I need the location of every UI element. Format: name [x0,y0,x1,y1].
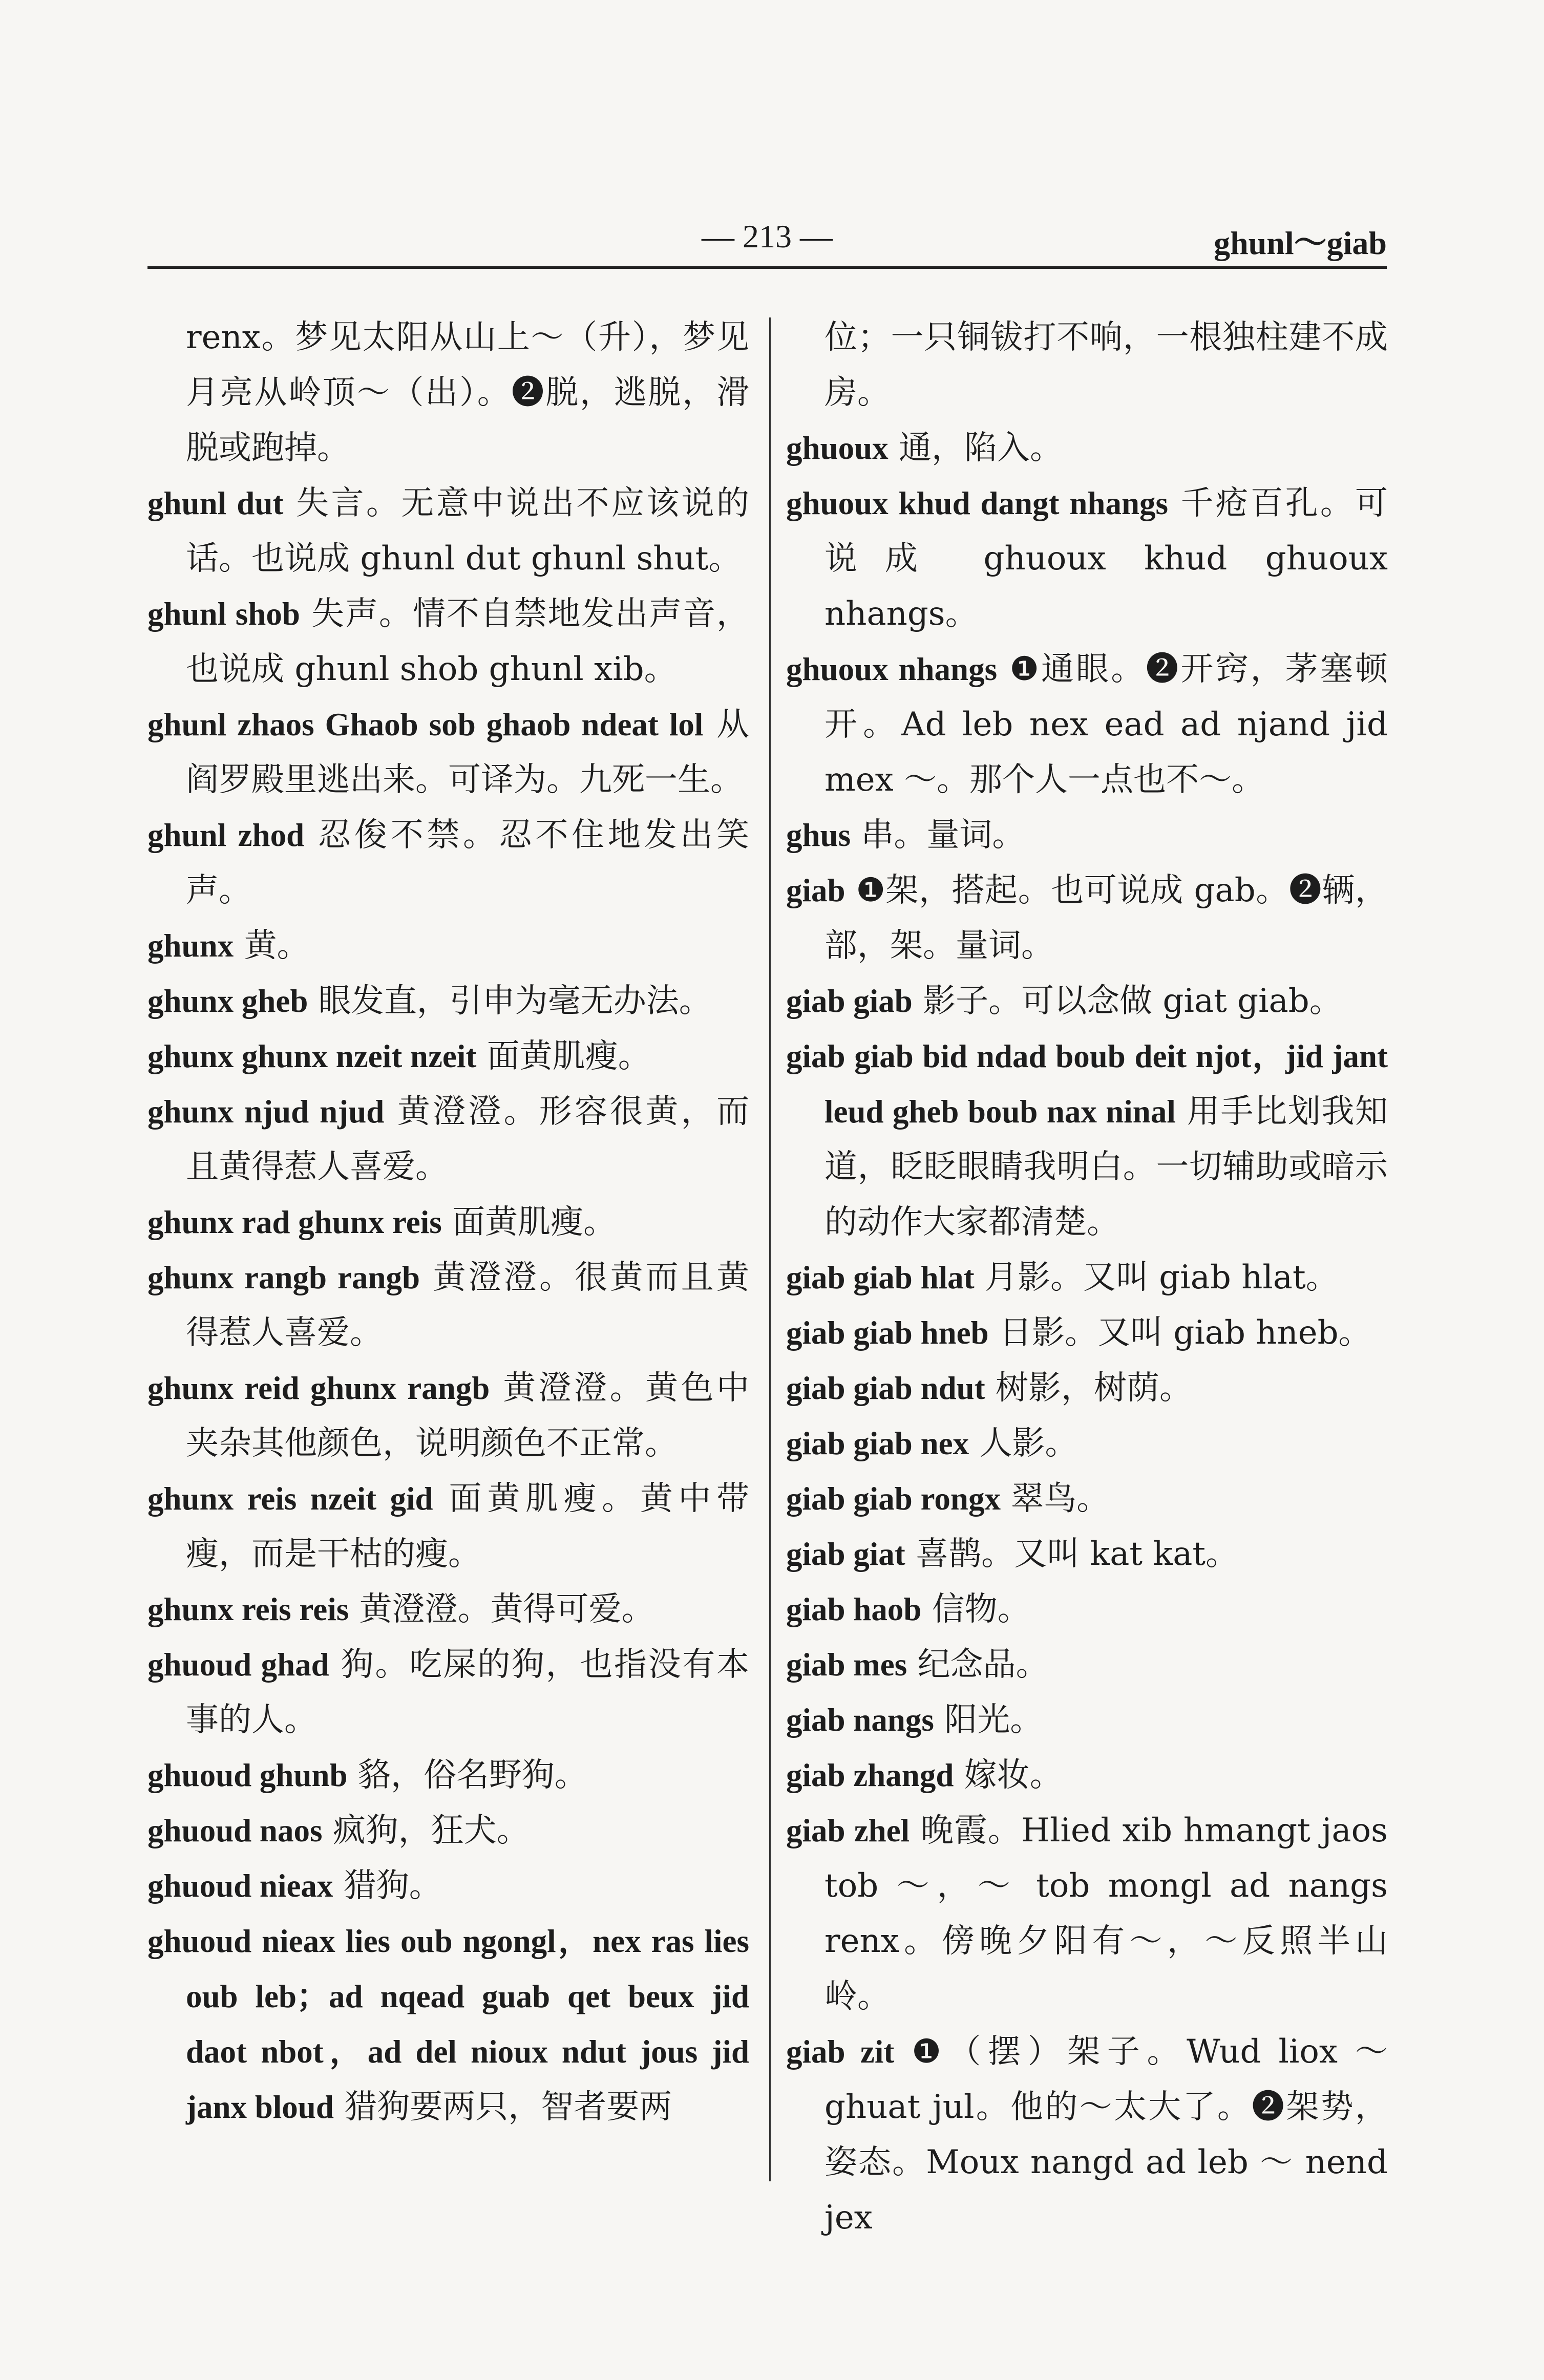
headword: ghuoud naos [147,1813,323,1848]
definition: 貉，俗名野狗。 [347,1756,587,1794]
definition: 面黄肌瘦。 [476,1037,651,1075]
headword: ghuoux khud dangt nhangs [786,485,1169,521]
headword: ghuoud ghunb [147,1757,348,1793]
dictionary-entry [147,1858,749,1914]
headword: ghunx reid ghunx rangb [147,1370,490,1406]
definition: 黄。 [234,927,310,965]
dictionary-entry [147,973,749,1029]
headword: giab zit [786,2034,895,2070]
dictionary-entry [786,1526,1388,1582]
definition: 猎狗要两只，智者要两 [333,2088,672,2126]
dictionary-entry [147,1084,749,1195]
definition: 位；一只铜钹打不响，一根独柱建不成房。 [824,318,1388,412]
dictionary-entry [147,476,749,586]
definition: 人影。 [969,1425,1078,1462]
header-rule [147,266,1387,269]
headword: giab giab nex [786,1426,969,1461]
dictionary-entry [786,1748,1388,1803]
dictionary-entry [147,697,749,808]
dictionary-entry [147,586,749,697]
dictionary-entry [786,1582,1388,1637]
headword: ghunx rad ghunx reis [147,1204,442,1240]
definition: 纪念品。 [907,1646,1049,1684]
headword: giab giab hlat [786,1260,975,1295]
headword: giab zhangd [786,1757,954,1793]
definition: 通，陷入。 [888,429,1063,467]
definition: 面黄肌瘦。 [441,1203,617,1241]
headword: giab giab rongx [786,1481,1001,1517]
headword: ghunl dut [147,485,284,521]
definition: 影子。可以念做 giat giab。 [912,982,1342,1020]
dictionary-entry [147,918,749,973]
definition: 疯狗，狂犬。 [322,1812,530,1850]
headword: giab zhel [786,1813,910,1848]
definition: 千疮百孔。可说成 ghuoux khud ghuoux nhangs。 [824,484,1388,633]
dictionary-entry [786,476,1388,642]
dictionary-entry [786,863,1388,973]
headword: ghunx ghunx nzeit nzeit [147,1038,477,1074]
dictionary-entry [147,808,749,918]
definition: 面黄肌瘦。黄中带瘦，而是干枯的瘦。 [186,1480,750,1573]
dictionary-entry [786,310,1388,420]
dictionary-entry [786,808,1388,863]
definition: 用手比划我知道，眨眨眼睛我明白。一切辅助或暗示的动作大家都清楚。 [824,1093,1388,1241]
headword: ghunl zhod [147,817,305,853]
definition: 日影。又叫 giab hneb。 [988,1314,1371,1352]
headword: giab giab [786,983,913,1019]
definition: 晚霞。Hlied xib hmangt jaos tob ～，～ tob mongl ad nangs renx。傍晚夕阳有～，～反照半山岭。 [824,1812,1388,2015]
headword: giab mes [786,1647,907,1683]
headword: giab giab hneb [786,1315,989,1351]
definition: 狗。吃屎的狗，也指没有本事的人。 [186,1646,750,1739]
definition: renx。梦见太阳从山上～（升），梦见月亮从岭顶～（出）。❷脱，逃脱，滑脱或跑掉。 [186,318,749,467]
headword: ghunx reis reis [147,1591,349,1627]
definition: 失言。无意中说出不应该说的话。也说成 ghunl dut ghunl shut。 [186,484,750,578]
dictionary-entry [147,310,749,476]
headword: giab giab ndut [786,1370,985,1406]
dictionary-entry [786,1637,1388,1692]
dictionary-entry [786,420,1388,476]
headword: ghuoud ghad [147,1647,329,1683]
definition: 树影，树荫。 [985,1369,1193,1407]
definition: 黄澄澄。黄得可爱。 [349,1590,654,1628]
headword: ghunl shob [147,596,300,632]
definition: ❶（摆）架子。Wud liox ～ ghuat jul。他的～太大了。❷架势，姿态。Moux nangd ad leb ～ nend jex [824,2033,1388,2237]
headword: giab haob [786,1591,922,1627]
dictionary-entry [786,2024,1388,2245]
headword: giab [786,873,845,908]
definition: 猎狗。 [333,1867,442,1905]
headword: ghunl zhaos Ghaob sob ghaob ndeat lol [147,707,704,742]
headword: ghunx rangb rangb [147,1260,420,1295]
headword: ghus [786,817,851,853]
headword: giab giat [786,1536,905,1572]
dictionary-entry [147,1748,749,1803]
definition: 黄澄澄。很黄而且黄得惹人喜爱。 [186,1259,749,1352]
dictionary-entry [147,1471,749,1582]
dictionary-entry [786,973,1388,1029]
left-column [147,310,749,2135]
dictionary-entry [147,1029,749,1084]
definition: 从阎罗殿里逃出来。可译为。九死一生。 [186,706,750,799]
headword: giab nangs [786,1702,934,1738]
dictionary-entry [786,1416,1388,1471]
headword: ghuoud nieax lies oub ngongl，nex ras lies oub leb；ad nqead guab qet beux jid daot nbot，ad del nioux ndut jous jid janx bloud [147,1923,749,2125]
headword: ghunx [147,928,234,964]
definition: 眼发直，引申为毫无办法。 [308,982,712,1020]
definition: 黄澄澄。形容很黄，而且黄得惹人喜爱。 [186,1093,749,1186]
dictionary-entry [147,1195,749,1250]
dictionary-entry [147,1582,749,1637]
definition: 翠鸟。 [1000,1480,1110,1518]
definition: 阳光。 [934,1701,1043,1739]
dictionary-entry [147,1250,749,1361]
page-header [147,207,1387,264]
dictionary-entry [786,1803,1388,2024]
column-divider [769,317,771,2181]
definition: 串。量词。 [851,816,1025,854]
definition: 月影。又叫 giab hlat。 [974,1259,1339,1297]
definition: 信物。 [921,1590,1030,1628]
headword: ghuoud nieax [147,1868,333,1904]
running-head: ghunl～giab [1214,225,1387,261]
headword: giab giab bid ndad boub deit njot，jid jant leud gheb boub nax ninal [786,1038,1388,1130]
headword: ghunx gheb [147,983,308,1019]
headword: ghunx njud njud [147,1094,385,1130]
dictionary-entry [786,1692,1388,1748]
definition: ❶通眼。❷开窍，茅塞顿开。Ad leb nex ead ad njand jid mex ～。那个人一点也不～。 [824,650,1388,799]
dictionary-entry [786,1029,1388,1250]
dictionary-entry [147,1361,749,1471]
definition: 失声。情不自禁地发出声音，也说成 ghunl shob ghunl xib。 [186,595,749,688]
headword: ghuoux [786,430,889,466]
dictionary-entry [147,1637,749,1748]
headword: ghuoux nhangs [786,651,998,687]
dictionary-entry [786,1305,1388,1361]
dictionary-entry [786,1471,1388,1526]
dictionary-entry [786,642,1388,808]
definition: 嫁妆。 [954,1756,1063,1794]
definition: 忍俊不禁。忍不住地发出笑声。 [186,816,750,909]
right-column [786,310,1388,2245]
dictionary-entry [786,1361,1388,1416]
definition: 黄澄澄。黄色中夹杂其他颜色，说明颜色不正常。 [186,1369,750,1462]
page-number: — 213 — [702,218,833,254]
dictionary-entry [147,1914,749,2135]
definition: 喜鹊。又叫 kat kat。 [905,1535,1239,1573]
definition: ❶架，搭起。也可说成 gab。❷辆，部，架。量词。 [824,872,1388,965]
dictionary-entry [786,1250,1388,1305]
dictionary-entry [147,1803,749,1858]
headword: ghunx reis nzeit gid [147,1481,433,1517]
